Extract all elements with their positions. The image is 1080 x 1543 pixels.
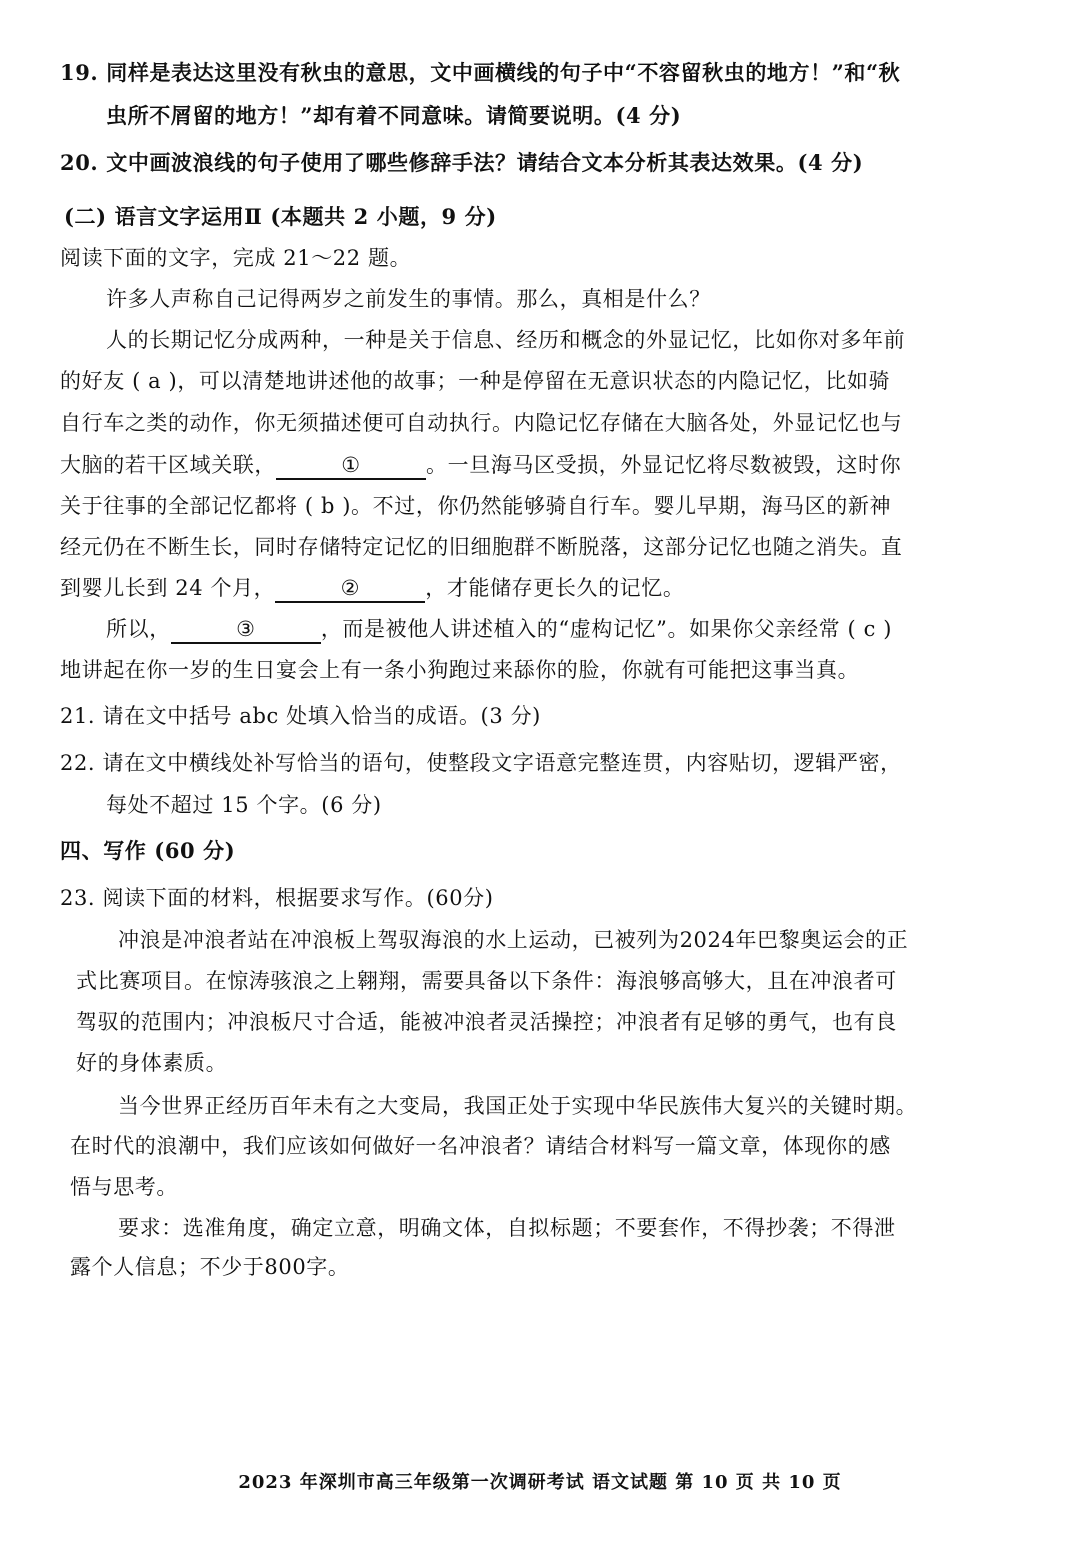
passage-paragraph-2-line-3: 自行车之类的动作，你无须描述便可自动执行。内隐记忆存储在大脑各处，外显记忆也与	[60, 411, 903, 435]
passage-line-7-start: 到婴儿长到 24 个月，	[60, 576, 276, 600]
passage-paragraph-3-line-1	[106, 614, 892, 644]
question-22-line-1: 22. 请在文中横线处补写恰当的语句，使整段文字语意完整连贯，内容贴切，逻辑严密，	[60, 751, 902, 775]
question-22-line-2: 每处不超过 15 个字。(6 分)	[106, 793, 382, 817]
passage-paragraph-2-line-6: 经元仍在不断生长，同时存储特定记忆的旧细胞群不断脱落，这部分记忆也随之消失。直	[60, 535, 903, 559]
passage-paragraph-2-line-4	[60, 450, 901, 480]
passage-paragraph-2-line-5: 关于往事的全部记忆都将 ( b )。不过，你仍然能够骑自行车。婴儿早期，海马区的新神	[60, 494, 892, 518]
passage-paragraph-2-line-1: 人的长期记忆分成两种，一种是关于信息、经历和概念的外显记忆，比如你对多年前	[106, 328, 906, 352]
passage-p3-start: 所以，	[106, 617, 171, 641]
material-2-line-2: 在时代的浪潮中，我们应该如何做好一名冲浪者？请结合材料写一篇文章，体现你的感	[70, 1134, 891, 1158]
material-1-line-1: 冲浪是冲浪者站在冲浪板上驾驭海浪的水上运动，已被列为2024年巴黎奥运会的正	[118, 928, 909, 952]
passage-line-7-end: ，才能储存更长久的记忆。	[425, 576, 685, 600]
question-21: 21. 请在文中括号 abc 处填入恰当的成语。(3 分)	[60, 704, 541, 728]
passage-paragraph-2-line-7	[60, 573, 684, 603]
material-2-line-3: 悟与思考。	[70, 1175, 178, 1199]
material-1-line-2: 式比赛项目。在惊涛骇浪之上翱翔，需要具备以下条件：海浪够高够大，且在冲浪者可	[76, 969, 897, 993]
material-1-line-4: 好的身体素质。	[76, 1051, 228, 1075]
question-19-line-1: 19. 同样是表达这里没有秋虫的意思，文中画横线的句子中“不容留秋虫的地方！”和“秋	[60, 60, 901, 85]
requirements-line-2: 露个人信息；不少于800字。	[70, 1255, 350, 1279]
answer-blank-2: ②	[275, 575, 425, 603]
passage-line-4-start: 大脑的若干区域关联，	[60, 453, 276, 477]
material-2-line-1: 当今世界正经历百年未有之大变局，我国正处于实现中华民族伟大复兴的关键时期。	[118, 1094, 918, 1118]
passage-p3-end: ，而是被他人讲述植入的“虚构记忆”。如果你父亲经常 ( c )	[320, 617, 893, 641]
passage-paragraph-3-line-2: 地讲起在你一岁的生日宴会上有一条小狗跑过来舔你的脸，你就有可能把这事当真。	[60, 658, 860, 682]
section-4-title: 四、写作 (60 分)	[60, 838, 236, 863]
question-20: 20. 文中画波浪线的句子使用了哪些修辞手法？请结合文本分析其表达效果。(4 分)	[60, 150, 864, 175]
requirements-line-1: 要求：选准角度，确定立意，明确文体，自拟标题；不要套作，不得抄袭；不得泄	[118, 1216, 896, 1240]
section-2-instruction: 阅读下面的文字，完成 21～22 题。	[60, 246, 412, 270]
question-19-line-2: 虫所不屑留的地方！”却有着不同意味。请简要说明。(4 分)	[106, 103, 682, 128]
passage-paragraph-1: 许多人声称自己记得两岁之前发生的事情。那么，真相是什么？	[106, 287, 711, 311]
passage-paragraph-2-line-2: 的好友 ( a )，可以清楚地讲述他的故事；一种是停留在无意识状态的内隐记忆，比如骑	[60, 369, 891, 393]
answer-blank-1: ①	[276, 452, 426, 480]
question-23-title: 23. 阅读下面的材料，根据要求写作。(60分)	[60, 886, 494, 910]
answer-blank-3: ③	[171, 616, 321, 644]
material-1-line-3: 驾驭的范围内；冲浪板尺寸合适，能被冲浪者灵活操控；冲浪者有足够的勇气，也有良	[76, 1010, 897, 1034]
section-2-title: (二) 语言文字运用Ⅱ (本题共 2 小题，9 分)	[64, 204, 497, 229]
passage-line-4-end: 。一旦海马区受损，外显记忆将尽数被毁，这时你	[426, 453, 902, 477]
page-footer: 2023 年深圳市高三年级第一次调研考试 语文试题 第 10 页 共 10 页	[238, 1472, 842, 1493]
